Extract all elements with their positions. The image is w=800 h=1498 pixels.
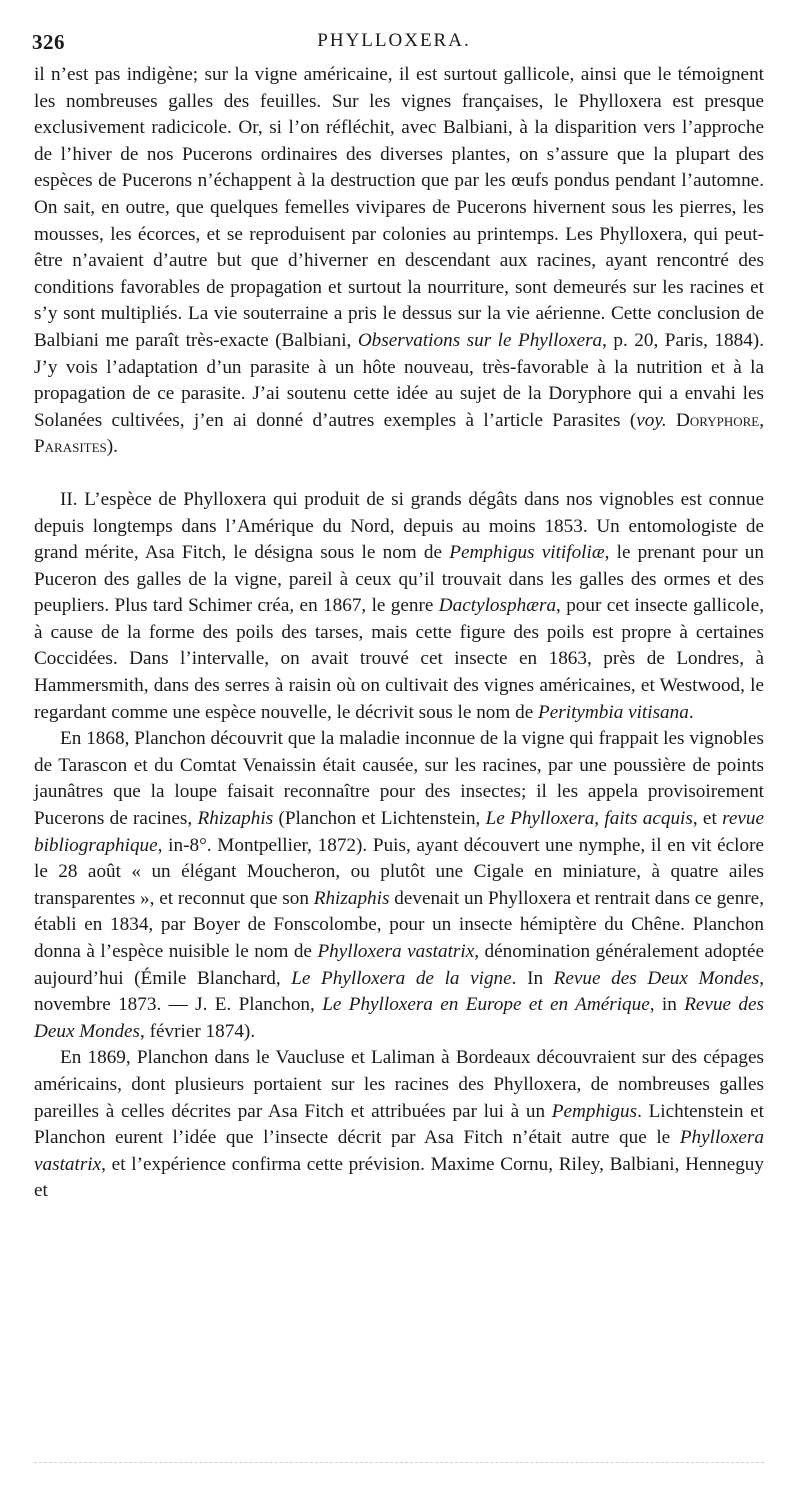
italic-title: Revue des Deux Mondes [553,967,760,989]
text-run: , février 1874). [140,1020,256,1042]
cross-reference: Doryphore [676,409,760,431]
paragraph-4 [34,1045,764,1205]
italic-title: Le Phylloxera de la vigne [291,967,512,989]
paragraph-3 [34,726,764,1045]
italic-taxon: Pemphigus [551,1100,638,1122]
text-run: En 1868, Planchon découvrit que la maladie inconnue de la vigne qui frappait les vignobles de Tarascon et du Comtat Venaissin était causée, sur les racines, par une poussière de points jaunâtres que la loupe faisait reconnaître pour des insectes; il les appela provisoirement Pucerons de racines, [34,728,764,830]
text-run: ). [106,436,118,458]
italic-taxon: Phylloxera vastatrix [317,941,475,962]
text-run: , in [649,994,685,1016]
italic-taxon: Dactylosphæra [438,595,557,617]
text-run: . Lichtenstein et Planchon eurent l’idée que l’insecte décrit par Asa Fitch n’était autre que le [34,1100,764,1149]
text-run: , et l’expérience confirma cette prévision. Maxime Cornu, Riley, Balbiani, Henneguy et [34,1153,764,1202]
italic-taxon: Rhizaphis [197,808,274,830]
text-run: , pour cet insecte gallicole, à cause de la forme des poils des tarses, mais cette figure des poils est propre à certaines Coccidées. Dans l’intervalle, on avait trouvé cet insecte en 1863, près de Londres, à Hammersmith, dans des serres à raisin où on cultivait des vignes américaines, et Westwood, le regardant comme une espèce nouvelle, le décrivit sous le nom de [34,595,764,723]
page-bottom-rule [34,1462,764,1463]
text-run: . In [511,967,554,989]
text-run: (Planchon et Lichtenstein, [273,808,486,830]
text-run: , dénomination généralement adoptée aujourd’hui (Émile Blanchard, [34,941,764,989]
italic-title: Le Phylloxera en Europe et en Amérique [322,994,650,1016]
italic-taxon: Phylloxera vastatrix [34,1127,764,1175]
text-run: il n’est pas indigène; sur la vigne américaine, il est surtout gallicole, ainsi que le témoignent les nombreuses galles des feuilles. Sur les vignes françaises, le Phylloxera est presque exclusivement radicicole. Or, si l’on réfléchit, avec Balbiani, à la disparition vers l’approche de l’hiver de nos Pucerons ordinaires des diverses plantes, on s’assure que la plupart des espèces de Pucerons n’échappent à la destruction que par les œufs pondus pendant l’automne. On sait, en outre, que quelques femelles vivipares de Pucerons hivernent sous les pierres, les mousses, les écorces, et se reproduisent par colonies au printemps. Les Phylloxera, qui peut-être n’avaient d’autre but que d’hiverner en descendant aux racines, ayant rencontré des conditions favorables de propagation et surtout la nourriture, sont demeurés sur les racines et s’y sont multipliés. La vie souterraine a pris le dessus sur la vie aérienne. Cette conclusion de Balbiani me paraît très-exacte (Balbiani, [34,64,764,351]
paragraph-2 [34,487,764,726]
text-run: , [759,409,765,431]
italic-taxon: Peritymbia vitisana [538,701,689,723]
text-run: devenait un Phylloxera et rentrait dans ce genre, établi en 1834, par Boyer de Fonscolombe, pour un insecte hémiptère du Chêne. Planchon donna à l’espèce nuisible le nom de [34,887,764,962]
text-run: En 1869, Planchon dans le Vaucluse et Laliman à Bordeaux découvraient sur des cépages américains, dont plusieurs portaient sur les racines des Phylloxera, de nombreuses galles pareilles à celles décrites par Asa Fitch et attribuées par lui à un [34,1047,764,1122]
italic-taxon: Pemphigus vitifoliæ [449,542,605,564]
cross-reference: Parasites [34,436,107,458]
text-run: II. L’espèce de Phylloxera qui produit de si grands dégâts dans nos vignobles est connue depuis longtemps dans l’Amérique du Nord, depuis au moins 1853. Un entomologiste de grand mérite, Asa Fitch, le désigna sous le nom de [34,488,764,564]
text-run: . [688,701,694,723]
text-run: , in-8°. Montpellier, 1872). Puis, ayant découvert une nymphe, il en vit éclore le 28 août « un élégant Moucheron, ou plutôt une Cigale en miniature, à quatre ailes transparentes », et reconnut que son [34,834,764,909]
text-run: , p. 20, Paris, 1884). J’y vois l’adaptation d’un parasite à un hôte nouveau, très-favorable à la nutrition et à la propagation de ce parasite. J’ai soutenu cette idée au sujet de la Doryphore qui a envahi les Solanées cultivées, j’en ai donné d’autres exemples à l’article Parasites ( [34,329,764,431]
text-run: , novembre 1873. — J. E. Planchon, [34,967,764,1016]
italic-title: revue bibliographique [34,808,764,856]
paragraph-1 [34,62,764,461]
italic-title: Le Phylloxera, faits acquis [485,808,693,830]
text-run: , le prenant pour un Puceron des galles de la vigne, pareil à ceux qu’il trouvait dans les galles des ormes et des peupliers. Plus tard Schimer créa, en 1867, le genre [34,542,764,617]
body-text [34,62,764,1205]
page-number: 326 [32,30,65,54]
text-run: , et [692,808,723,830]
running-head: PHYLLOXERA. [317,30,471,51]
page-header [28,30,760,60]
italic-title: Revue des Deux Mondes [34,994,764,1042]
italic-title: Observations sur le Phylloxera [357,329,603,351]
italic-taxon: Rhizaphis [313,887,390,909]
italic-abbrev: voy. [636,409,667,431]
